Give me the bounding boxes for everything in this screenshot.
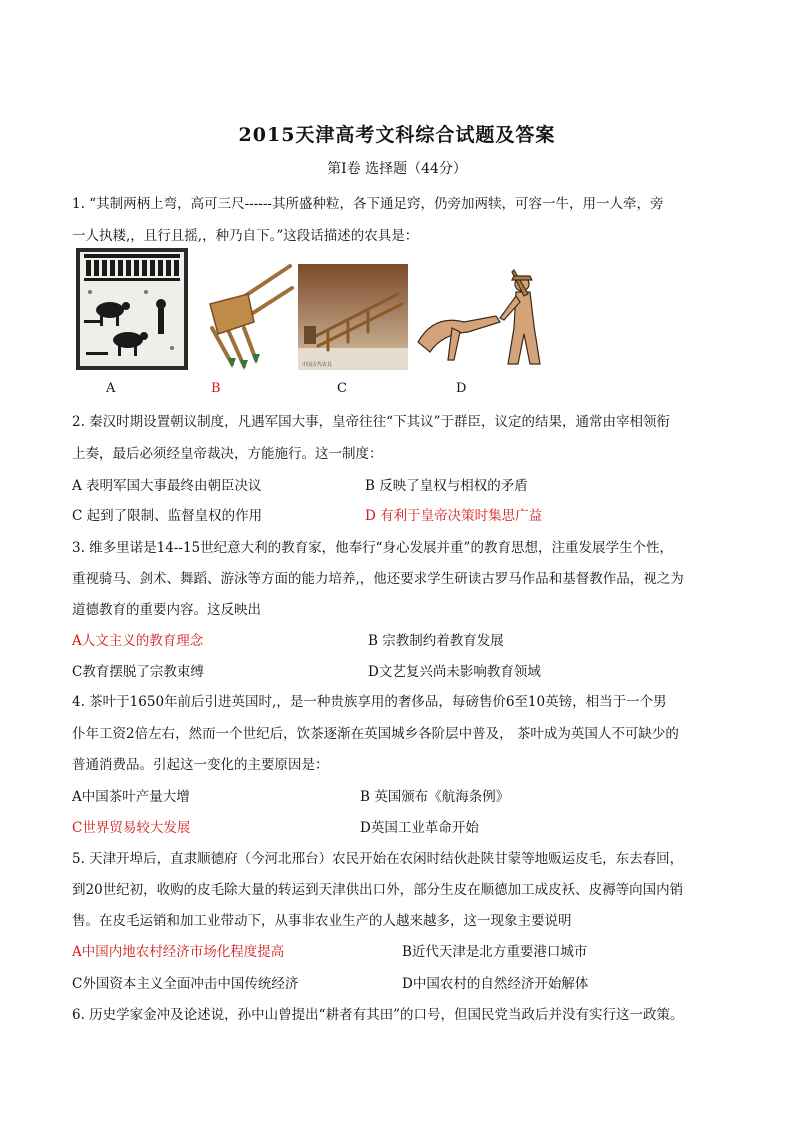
q4-option-b: B 英国颁布《航海条例》: [360, 789, 510, 805]
q2-option-b: B 反映了皇权与相权的矛盾: [365, 478, 528, 494]
image-a-relief: [76, 248, 188, 370]
q1-caption-d: D: [456, 381, 467, 396]
q1-caption-c: C: [337, 381, 347, 396]
q3-line-1: 3. 维多里诺是14--15世纪意大利的教育家，他奉行“身心发展并重”的教育思想，注重发展学生个性，: [72, 540, 673, 556]
page-title: 2015天津高考文科综合试题及答案: [238, 124, 556, 146]
q2-option-a: A 表明军国大事最终由朝臣决议: [72, 478, 262, 494]
q4-line-1: 4. 茶叶于1650年前后引进英国时,，是一种贵族享用的奢侈品，每磅售价6至10英镑，相当于一个男: [72, 694, 667, 710]
q2-line-2: 上奏，最后必须经皇帝裁决，方能施行。这一制度：: [72, 446, 383, 462]
image-c-caption: 中国古代农具: [302, 362, 333, 368]
museum-model-icon: [298, 264, 408, 370]
q5-line-3: 售。在皮毛运销和加工业带动下，从事非农业生产的人越来越多，这一现象主要说明: [72, 913, 572, 929]
q4-line-2: 仆年工资2倍左右，然而一个世纪后，饮茶逐渐在英国城乡各阶层中普及， 茶叶成为英国人不可缺少的: [72, 726, 679, 742]
q2-option-d-answer: D 有利于皇帝决策时集思广益: [365, 508, 543, 524]
q5-option-b: B近代天津是北方重要港口城市: [402, 944, 588, 960]
q3-option-d: D文艺复兴尚未影响教育领域: [368, 664, 541, 680]
q5-line-1: 5. 天津开埠后，直隶顺德府（今河北邢台）农民开始在农闲时结伙赴陕甘蒙等地贩运皮毛，东去春回，: [72, 851, 684, 867]
q6-line-1: 6. 历史学家金冲及论述说，孙中山曾提出“耕者有其田”的口号，但国民党当政后并没有实行这一政策。: [72, 1007, 684, 1023]
q1-caption-a: A: [106, 381, 116, 396]
ox-relief-icon: [76, 248, 188, 370]
q1-line-2: 一人执耧,，且行且摇,，种乃自下。”这段话描述的农具是：: [72, 228, 419, 244]
q4-option-a: A中国茶叶产量大增: [72, 789, 190, 805]
q3-line-2: 重视骑马、剑术、舞蹈、游泳等方面的能力培养,，他还要求学生研读古罗马作品和基督教作品，视之为: [72, 571, 684, 587]
q3-option-a-answer: A人文主义的教育理念: [72, 633, 204, 649]
q3-line-3: 道德教育的重要内容。这反映出: [72, 602, 261, 618]
q2-option-c: C 起到了限制、监督皇权的作用: [72, 508, 263, 524]
q2-line-1: 2. 秦汉时期设置朝议制度，凡遇军国大事，皇帝往往“下其议”于群臣，议定的结果，通常由宰相领衔: [72, 414, 670, 430]
image-b-seed-drill: [192, 258, 294, 370]
seed-drill-icon: [192, 258, 294, 370]
q4-option-c-answer: C世界贸易较大发展: [72, 820, 191, 836]
q5-option-d: D中国农村的自然经济开始解体: [402, 976, 589, 992]
q1-line-1: 1. “其制两柄上弯，高可三尺------其所盛种粒，各下通足窍，仍旁加两犊，可容一牛，用一人牵，旁: [72, 196, 664, 212]
plough-figure-icon: [412, 262, 552, 372]
q5-option-a-answer: A中国内地农村经济市场化程度提高: [72, 944, 285, 960]
image-d-plough: [412, 262, 552, 372]
q3-option-b: B 宗教制约着教育发展: [368, 633, 504, 649]
section-subtitle: 第Ⅰ卷 选择题（44分）: [327, 161, 467, 177]
q1-caption-b: B: [211, 381, 221, 396]
q3-option-c: C教育摆脱了宗教束缚: [72, 664, 204, 680]
q5-option-c: C外国资本主义全面冲击中国传统经济: [72, 976, 299, 992]
q5-line-2: 到20世纪初，收购的皮毛除大量的转运到天津供出口外，部分生皮在顺德加工成皮袄、皮褥等向国内销: [72, 882, 684, 898]
q4-line-3: 普通消费品。引起这一变化的主要原因是：: [72, 757, 329, 773]
image-c-museum-photo: [298, 264, 408, 370]
q4-option-d: D英国工业革命开始: [360, 820, 479, 836]
